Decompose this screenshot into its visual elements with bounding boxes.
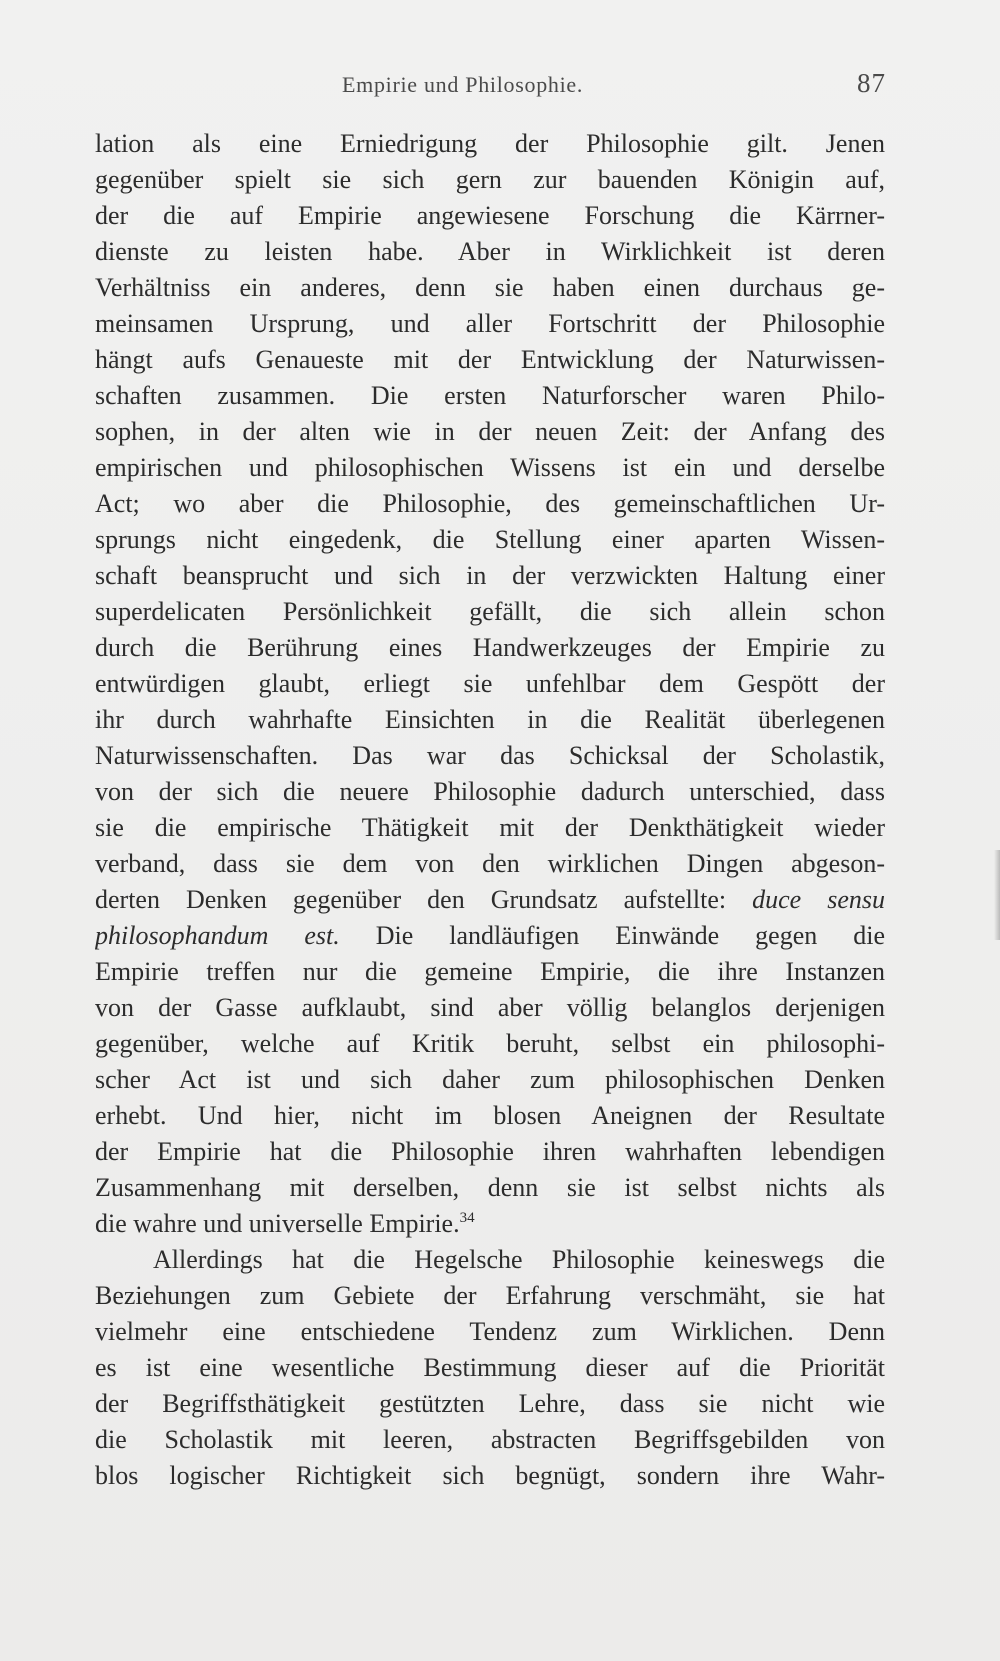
text-line: gegenüber spielt sie sich gern zur bauenden Königin auf, — [95, 165, 885, 194]
paragraph-end-line — [95, 1206, 885, 1242]
text-segment: die wahre und universelle Empirie. — [95, 1209, 460, 1238]
text-line: dienste zu leisten habe. Aber in Wirklichkeit ist deren — [95, 237, 885, 266]
text-line: sie die empirische Thätigkeit mit der Denkthätigkeit wieder — [95, 813, 885, 842]
text-line: lation als eine Erniedrigung der Philosophie gilt. Jenen — [95, 129, 885, 158]
text-line: von der Gasse aufklaubt, sind aber völlig belanglos derjenigen — [95, 993, 885, 1022]
text-line: hängt aufs Genaueste mit der Entwicklung der Naturwissen- — [95, 345, 885, 374]
text-line: der Begriffsthätigkeit gestützten Lehre, dass sie nicht wie — [95, 1389, 885, 1418]
running-head-title: Empirie und Philosophie. — [342, 72, 584, 97]
text-line: empirischen und philosophischen Wissens ist ein und derselbe — [95, 453, 885, 482]
text-line: Act; wo aber die Philosophie, des gemeinschaftlichen Ur- — [95, 489, 885, 518]
text-line: vielmehr eine entschiedene Tendenz zum Wirklichen. Denn — [95, 1317, 885, 1346]
text-line: Beziehungen zum Gebiete der Erfahrung verschmäht, sie hat — [95, 1281, 885, 1310]
text-line: verband, dass sie dem von den wirklichen Dingen abgeson- — [95, 849, 885, 878]
text-line: erhebt. Und hier, nicht im blosen Aneignen der Resultate — [95, 1101, 885, 1130]
text-line: entwürdigen glaubt, erliegt sie unfehlbar dem Gespött der — [95, 669, 885, 698]
text-line-motto-end — [95, 918, 885, 954]
text-line: superdelicaten Persönlichkeit gefällt, die sich allein schon — [95, 597, 885, 626]
text-line: blos logischer Richtigkeit sich begnügt, sondern ihre Wahr- — [95, 1461, 885, 1490]
text-line: der Empirie hat die Philosophie ihren wahrhaften lebendigen — [95, 1137, 885, 1166]
text-line: meinsamen Ursprung, und aller Fortschritt der Philosophie — [95, 309, 885, 338]
text-line: durch die Berührung eines Handwerkzeuges der Empirie zu — [95, 633, 885, 662]
text-line: schaft beansprucht und sich in der verzwickten Haltung einer — [95, 561, 885, 590]
text-line: es ist eine wesentliche Bestimmung dieser auf die Priorität — [95, 1353, 885, 1382]
body-text — [95, 126, 885, 1494]
page-number: 87 — [857, 68, 886, 98]
text-line: sophen, in der alten wie in der neuen Zeit: der Anfang des — [95, 417, 885, 446]
text-line: der die auf Empirie angewiesene Forschung die Kärrner- — [95, 201, 885, 230]
text-line: von der sich die neuere Philosophie dadurch unterschied, dass — [95, 777, 885, 806]
text-line: sprungs nicht eingedenk, die Stellung einer aparten Wissen- — [95, 525, 885, 554]
page-edge-shadow — [994, 850, 1000, 940]
text-line: Zusammenhang mit derselben, denn sie ist selbst nichts als — [95, 1173, 885, 1202]
text-line: schaften zusammen. Die ersten Naturforscher waren Philo- — [95, 381, 885, 410]
text-line: ihr durch wahrhafte Einsichten in die Realität überlegenen — [95, 705, 885, 734]
text-line: Verhältniss ein anderes, denn sie haben einen durchaus ge- — [95, 273, 885, 302]
text-line: die Scholastik mit leeren, abstracten Begriffsgebilden von — [95, 1425, 885, 1454]
text-line: Naturwissenschaften. Das war das Schicksal der Scholastik, — [95, 741, 885, 770]
paragraph-start-line: Allerdings hat die Hegelsche Philosophie keineswegs die — [153, 1245, 885, 1274]
text-line: gegenüber, welche auf Kritik beruht, selbst ein philosophi- — [95, 1029, 885, 1058]
footnote-ref: 34 — [459, 1210, 475, 1226]
text-line: scher Act ist und sich daher zum philosophischen Denken — [95, 1065, 885, 1094]
text-line-motto — [95, 882, 885, 918]
text-line: Empirie treffen nur die gemeine Empirie, die ihre Instanzen — [95, 957, 885, 986]
text-segment: derten Denken gegenüber den Grundsatz aufstellte: — [95, 885, 727, 914]
latin-motto-part: philosophandum est. — [95, 921, 340, 950]
latin-motto-part: duce sensu — [752, 885, 885, 914]
running-head — [0, 64, 1000, 104]
text-segment: Die landläufigen Einwände gegen die — [375, 921, 885, 950]
